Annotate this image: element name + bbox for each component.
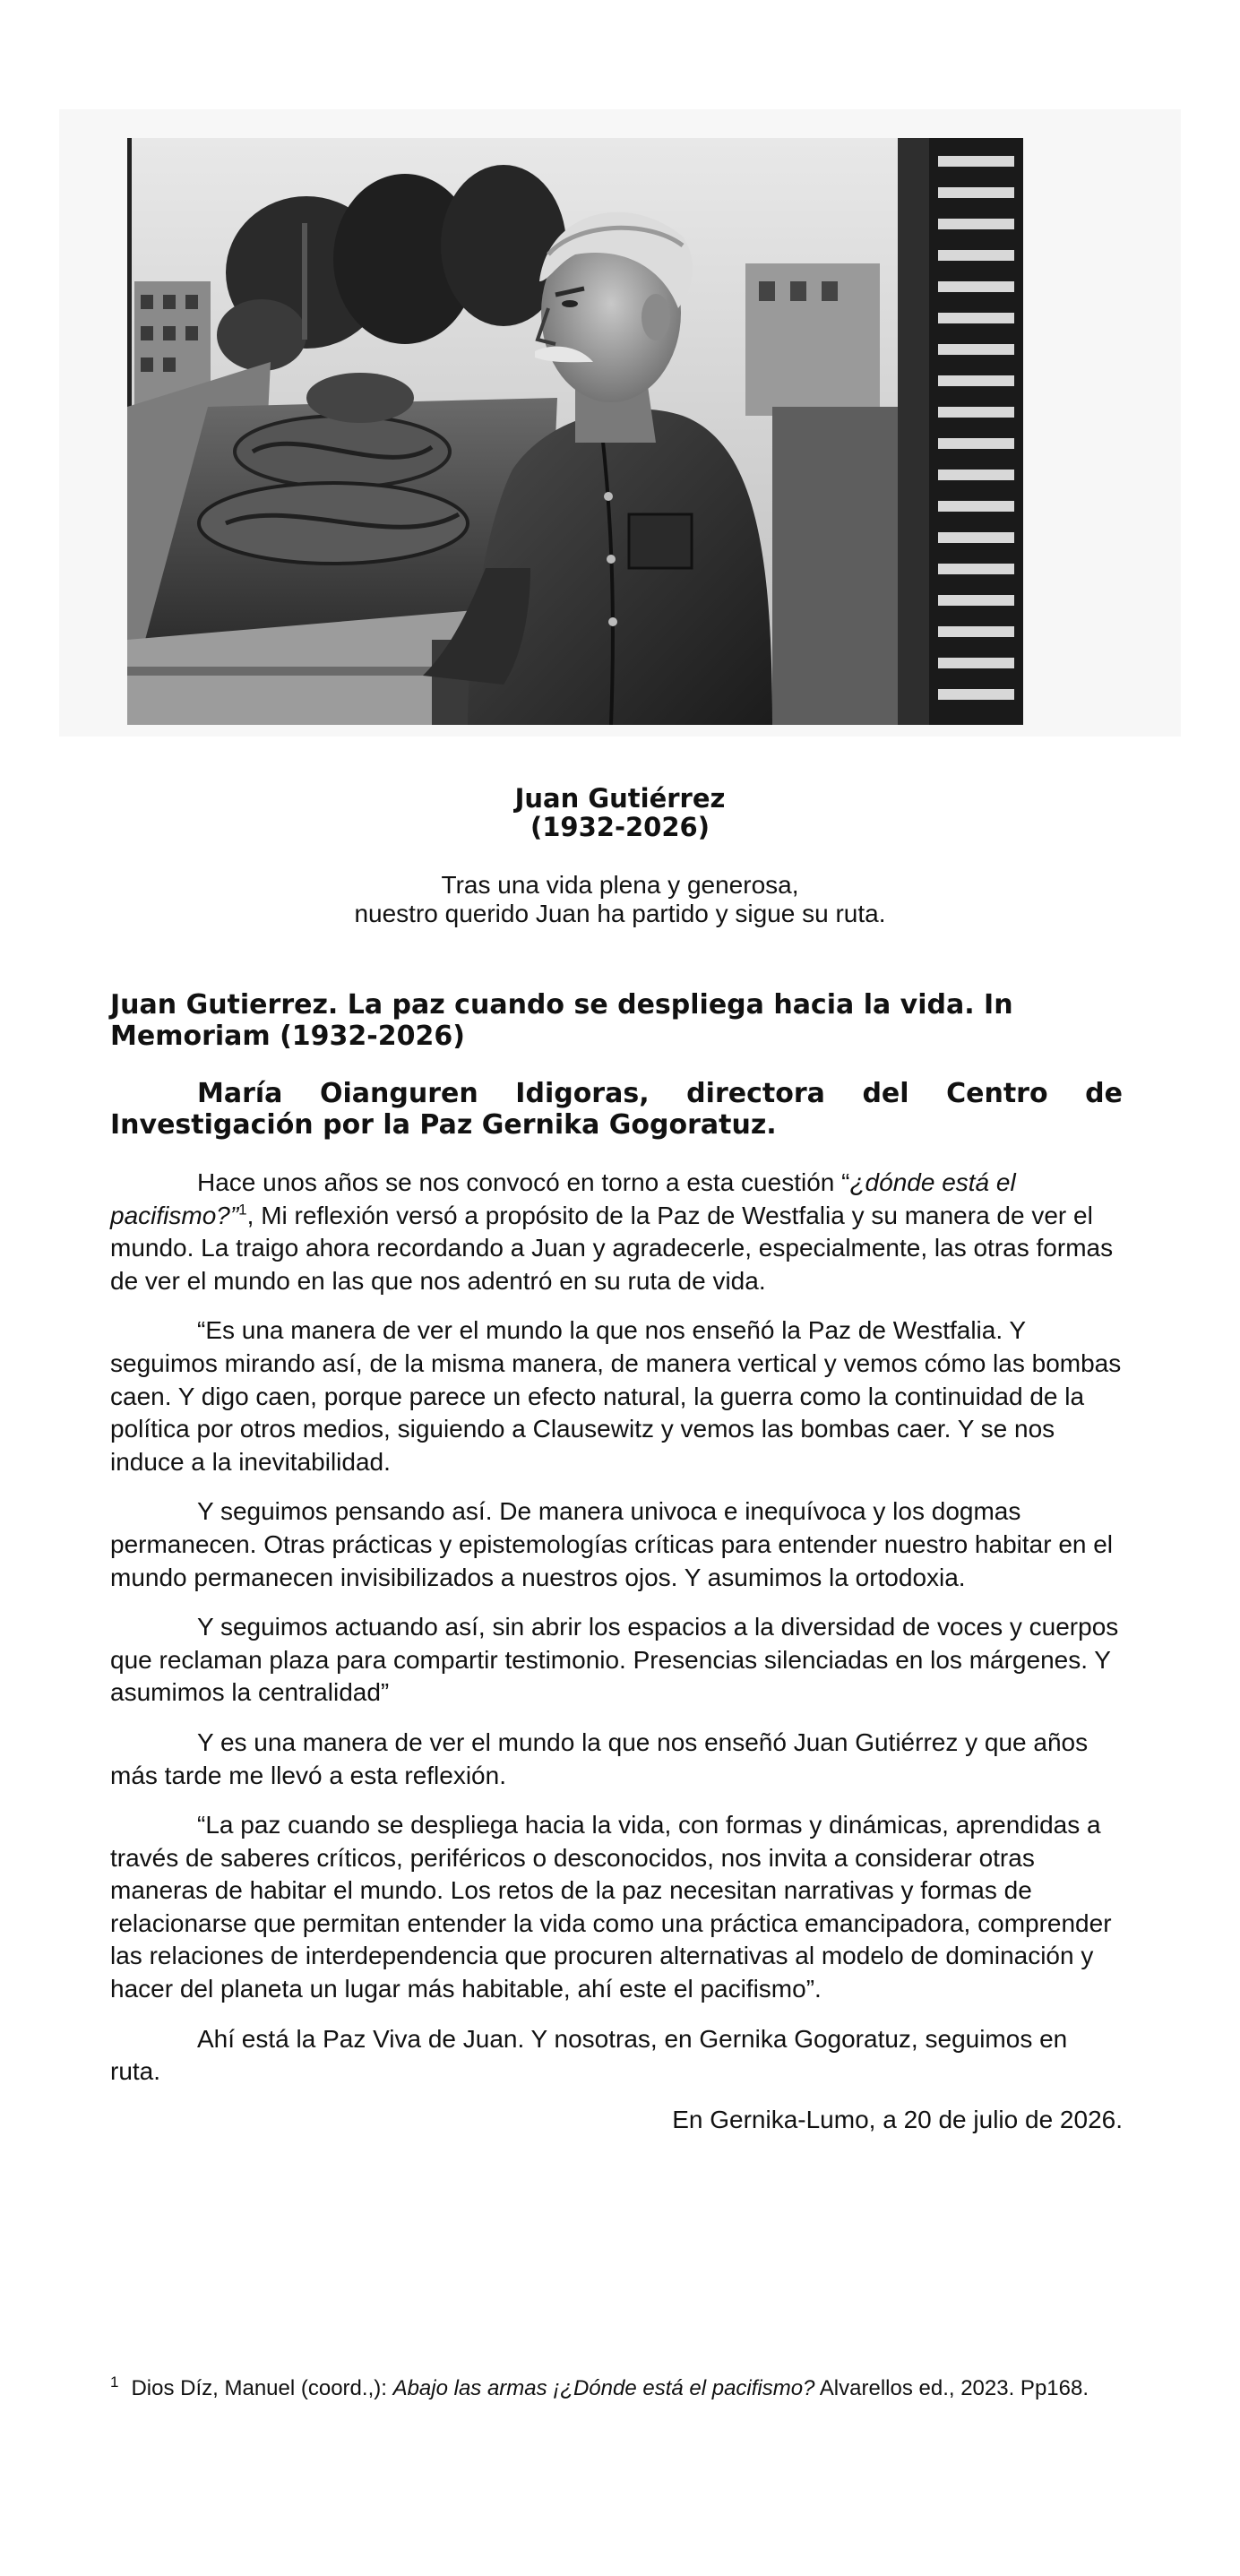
footnote-text: Dios Díz, Manuel (coord.,):	[131, 2376, 393, 2400]
obituary-line-1: Tras una vida plena y generosa,	[441, 871, 799, 899]
article-author: María Oianguren Idigoras, directora del Centro de Investigación por la Paz Gernika Gogoratuz.	[110, 1078, 1123, 1141]
paragraph-1-quote: ¿dónde está el pacifismo?	[110, 1168, 1016, 1229]
paragraph-1-quote-close: ”	[229, 1201, 239, 1229]
article-title: Juan Gutierrez. La paz cuando se despliega hacia la vida. In Memoriam (1932-2026)	[110, 989, 1013, 1052]
paragraph-3: Y seguimos pensando así. De manera univoca e inequívoca y los dogmas permanecen. Otras prácticas y epistemologías críticas para entender nuestro habitar en el mundo permanecen invisibilizados a nuestros ojos. Y asumimos la ortodoxia.	[110, 1497, 1114, 1591]
article-body	[110, 1167, 1123, 2153]
paragraph-4: Y seguimos actuando así, sin abrir los espacios a la diversidad de voces y cuerpos que reclaman plaza para compartir testimonio. Presencias silenciadas en los márgenes. Y asumimos la centralidad”	[110, 1613, 1119, 1707]
paragraph-1	[110, 1167, 1123, 1297]
footnote-mark: 1	[110, 2374, 119, 2391]
photo-frame	[59, 109, 1181, 737]
paragraph-1-intro: Hace unos años se nos convocó en torno a esta cuestión “	[197, 1168, 850, 1196]
paragraph-5: Y es una manera de ver el mundo la que nos enseñó Juan Gutiérrez y que años más tarde me llevó a esta reflexión.	[110, 1727, 1089, 1789]
portrait-photo	[127, 138, 1023, 725]
paragraph-2: “Es una manera de ver el mundo la que nos enseñó la Paz de Westfalia. Y seguimos mirando así, de la misma manera, de manera vertical y vemos cómo las bombas caen. Y digo caen, porque parece un efecto natural, la guerra como la continuidad de la política por otros medios, siguiendo a Clausewitz y vemos las bombas caer. Y se nos induce a la inevitabilidad.	[110, 1316, 1122, 1476]
signature-line: En Gernika-Lumo, a 20 de julio de 2026.	[672, 2105, 1123, 2133]
paragraph-6: “La paz cuando se despliega hacia la vida, con formas y dinámicas, aprendidas a través de saberes críticos, periféricos o desconocidos, nos invita a considerar otras maneras de habitar el mundo. Los retos de la paz necesitan narrativas y formas de relacionarse que permitan entender la vida como una práctica emancipadora, comprender las relaciones de interdependencia que procuren alternativas al modelo de dominación y hacer del planeta un lugar más habitable, ahí este el pacifismo”.	[110, 1811, 1112, 2003]
footnote-reference[interactable]: 1	[238, 1201, 247, 1219]
paragraph-1-text: , Mi reflexión versó a propósito de la Paz de Westfalia y su manera de ver el mundo. La traigo ahora recordando a Juan y agradecerle, especialmente, las otras formas de ver el mundo en las que nos adentró en su ruta de vida.	[110, 1201, 1114, 1295]
footnote-publisher: Alvarellos ed., 2023. Pp168.	[814, 2376, 1089, 2400]
paragraph-7: Ahí está la Paz Viva de Juan. Y nosotras, en Gernika Gogoratuz, seguimos en ruta.	[110, 2024, 1068, 2086]
deceased-name: Juan Gutiérrez	[514, 783, 726, 814]
footnote	[110, 2374, 1123, 2402]
deceased-years: (1932-2026)	[530, 812, 710, 842]
footnote-book-title: Abajo las armas ¡¿Dónde está el pacifismo?	[392, 2376, 815, 2400]
obituary-line-2: nuestro querido Juan ha partido y sigue su ruta.	[354, 900, 886, 927]
